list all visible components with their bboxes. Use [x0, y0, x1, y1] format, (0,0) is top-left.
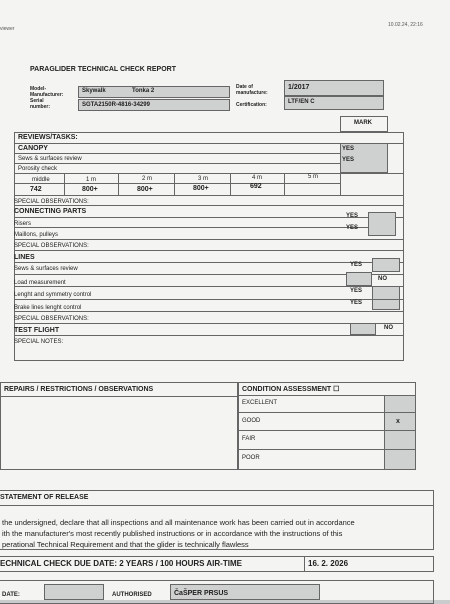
length-gray [372, 286, 400, 310]
manufacturer-value: Skywalk [82, 88, 106, 94]
condition-excellent: EXCELLENT [242, 400, 278, 406]
maillons: Maillons, pulleys [14, 232, 59, 238]
lines-sews-gray [372, 258, 400, 272]
mark-label: MARK [354, 120, 372, 126]
serial-value: SGTA2150R-4816-34299 [82, 102, 150, 108]
porosity-2m: 800+ [137, 186, 153, 193]
release-line-1: the undersigned, declare that all inspections and all maintenance work has been carried out in accordance [2, 518, 355, 527]
print-date: 10.02.24, 22:16 [388, 22, 423, 28]
length-mark: YES [350, 288, 363, 294]
porosity-mark: YES [342, 157, 355, 163]
pos-5m: 5 m [308, 174, 319, 180]
viewer-label: viewer [0, 26, 15, 32]
date-of-label: Date of [236, 84, 253, 90]
connecting-title: CONNECTING PARTS [14, 208, 87, 215]
maillons-mark: YES [346, 225, 359, 231]
porosity-middle: 742 [30, 186, 42, 193]
date-of-mfg-value: 1/2017 [288, 84, 310, 91]
lines-special-obs: SPECIAL OBSERVATIONS: [14, 316, 89, 322]
condition-poor: POOR [242, 455, 260, 461]
certification-label: Certification: [236, 102, 267, 108]
connecting-mark-cell [368, 212, 396, 236]
canopy-sews: Sews & surfaces review [18, 156, 82, 162]
release-line-2: ith the manufacturer's most recently published instructions or in accordance with the instructions of this [2, 529, 343, 538]
repairs-title: REPAIRS / RESTRICTIONS / OBSERVATIONS [4, 386, 154, 393]
porosity-4m: 692 [250, 183, 262, 190]
footer-date-label: DATE: [2, 592, 20, 598]
release-line-3: perational Technical Requirement and that the glider is technically flawless [2, 540, 249, 549]
risers: Risers [14, 221, 32, 227]
model-label: Model- [30, 86, 47, 92]
special-notes: SPECIAL NOTES: [14, 339, 64, 345]
length-control: Lenght and symmetry control [14, 292, 92, 298]
serial-label: Serial [30, 98, 44, 104]
connecting-special-obs: SPECIAL OBSERVATIONS: [14, 243, 89, 249]
date-field [44, 584, 104, 600]
manufacturer-label: Manufacturer: [30, 92, 64, 98]
authorised-name: ČaŠPER PRSUS [174, 590, 229, 597]
pos-2m: 2 m [142, 176, 153, 182]
condition-good: GOOD [242, 418, 261, 424]
lines-title: LINES [14, 254, 35, 261]
reviews-title: REVIEWS/TASKS: [18, 134, 78, 141]
test-flight-gray [350, 323, 376, 335]
manufacture-label: manufacture: [236, 90, 268, 96]
brake-lines: Brake lines lenght control [14, 305, 82, 311]
condition-mark-column [384, 395, 416, 470]
canopy-sews-mark: YES [342, 146, 355, 152]
lines-sews: Sews & surfaces review [14, 266, 78, 272]
authorised-label: AUTHORISED [112, 592, 152, 598]
risers-mark: YES [346, 213, 359, 219]
canopy-title: CANOPY [18, 145, 48, 152]
model-value: Tonka 2 [132, 88, 155, 94]
pos-middle: middle [32, 177, 50, 183]
load-mark: NO [378, 276, 387, 282]
pos-3m: 3 m [198, 176, 209, 182]
pos-1m: 1 m [86, 177, 97, 183]
test-flight-mark: NO [384, 325, 393, 331]
due-date-label: ECHNICAL CHECK DUE DATE: 2 YEARS / 100 HOURS AIR-TIME [0, 559, 242, 568]
number-label: number: [30, 104, 50, 110]
pos-4m: 4 m [252, 175, 263, 181]
good-mark: x [396, 418, 400, 425]
brake-mark: YES [350, 300, 363, 306]
release-title: STATEMENT OF RELEASE [0, 494, 89, 501]
porosity-3m: 800+ [193, 185, 209, 192]
condition-title: CONDITION ASSESSMENT ☐ [242, 386, 340, 393]
load-measurement: Load measurement [14, 280, 66, 286]
certification-value: LTF/EN C [288, 99, 315, 105]
canopy-special-obs: SPECIAL OBSERVATIONS: [14, 199, 89, 205]
porosity-1m: 800+ [82, 186, 98, 193]
porosity-check: Porosity check [18, 166, 58, 172]
lines-sews-mark: YES [350, 262, 363, 268]
test-flight-title: TEST FLIGHT [14, 327, 60, 334]
report-title: PARAGLIDER TECHNICAL CHECK REPORT [30, 66, 176, 73]
load-gray [346, 272, 372, 286]
due-date-value: 16. 2. 2026 [308, 559, 349, 568]
condition-fair: FAIR [242, 436, 256, 442]
